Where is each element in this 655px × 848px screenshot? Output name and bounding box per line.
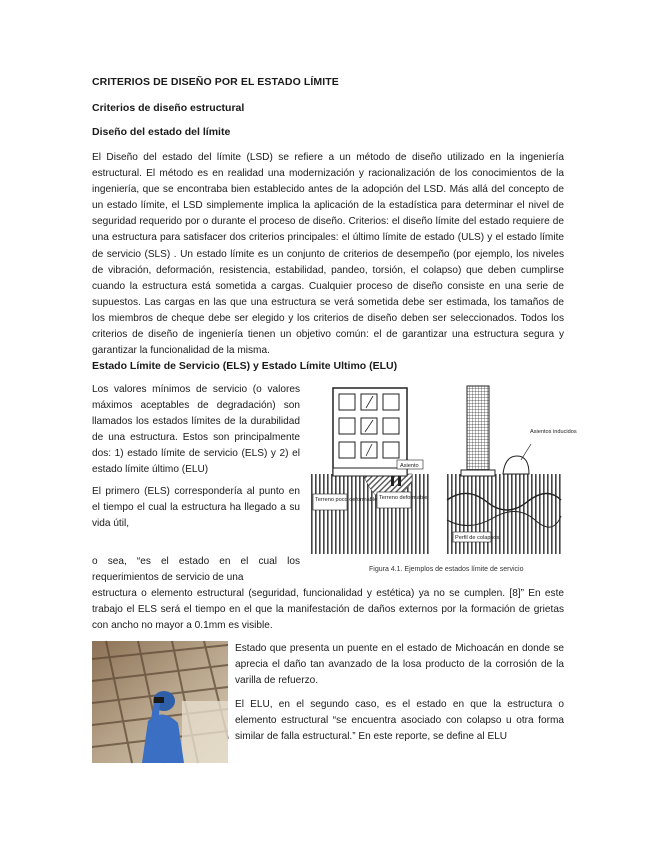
label-asientos-inducidos: Asientos inducidos xyxy=(530,429,577,435)
paragraph-lsd: El Diseño del estado del límite (LSD) se refiere a un método de diseño utilizado en la ingeniería estructural. El método es en realidad una modernización y racionalización de los conocimientos de la ingeniería, que se encontraba bien establecido antes de la adopción del LSD. Más allá del concepto de un estado límite, el LSD simplemente implica la aplicación de la estadística para determinar el nivel de seguridad requerido por o durante el proceso de diseño. Criterios: el diseño límite del estado requiere de una estructura para satisfacer dos criterios principales: el último límite de estado (ULS) y el estado límite de servicio (SLS) . Un estado límite es un conjunto de criterios de desempeño (por ejemplo, los niveles de vibración, deformación, resistencia, estabilidad, pandeo, torsión, el colapso) que deben cumplirse cuando la estructura está sometida a cargas. Cualquier proceso de diseño consiste en una serie de supuestos. Las cargas en las que una estructura se verá sometida debe ser estimada, los tamaños de los miembros de cheque debe ser elegido y los criterios de diseño deben ser seleccionados. Todos los criterios de diseño de ingeniería tienen un objetivo común: el de garantizar una estructura segura y garantizar la funcionalidad de la misma. xyxy=(92,152,564,357)
section-heading-els-elu: Estado Límite de Servicio (ELS) y Estado Límite Ultimo (ELU) xyxy=(92,360,398,372)
paragraph-primero-els: El primero (ELS) correspondería al punto en el tiempo el cual la estructura ha llegado a su vida útil, xyxy=(92,486,300,530)
figure-caption: Figura 4.1. Ejemplos de estados límite de servicio xyxy=(369,566,524,573)
paragraph-valores-minimos: Los valores mínimos de servicio (o valores máximos aceptables de degradación) son llamados los estados límites de la durabilidad de una estructura. Estos son principalmente dos: 1) estado límite de servicio (ELS) y 2) el estado límite último (ELU) xyxy=(92,384,300,476)
figure-estados-limite xyxy=(307,382,577,578)
bridge-damage-photo xyxy=(92,641,228,763)
section-heading-diseno: Diseño del estado del límite xyxy=(92,126,231,138)
label-terreno-poco: Terreno poco deformable xyxy=(315,497,378,503)
tower-right xyxy=(467,386,489,476)
page-title: CRITERIOS DE DISEÑO POR EL ESTADO LÍMITE xyxy=(92,76,339,88)
label-asiento: Asiento xyxy=(400,463,419,469)
paragraph-elu: El ELU, en el segundo caso, es el estado en que la estructura o elemento estructural “se encuentra asociado con colapso u otra forma similar de falla estructural.” En este reporte, se define al ELU xyxy=(235,699,564,743)
label-perfil-colapsos: Perfil de colapsos xyxy=(455,535,500,541)
section-heading-criterios: Criterios de diseño estructural xyxy=(92,102,245,114)
paragraph-puente-michoacan: Estado que presenta un puente en el estado de Michoacán en donde se aprecia el daño tan avanzado de la losa producto de la corrosión de la varilla de refuerzo. xyxy=(235,643,564,687)
paragraph-o-sea: o sea, “es el estado en el cual los requerimientos de servicio de una xyxy=(92,556,300,584)
paragraph-estructura: estructura o elemento estructural (seguridad, funcionalidad y estética) ya no se cumplen. [8]” En este trabajo el ELS será el tiempo en el que la manifestación de daños externos por la formación de grietas con ancho no mayor a 0.1mm es visible. xyxy=(92,588,564,632)
label-terreno-deformable: Terreno deformable xyxy=(379,495,428,501)
